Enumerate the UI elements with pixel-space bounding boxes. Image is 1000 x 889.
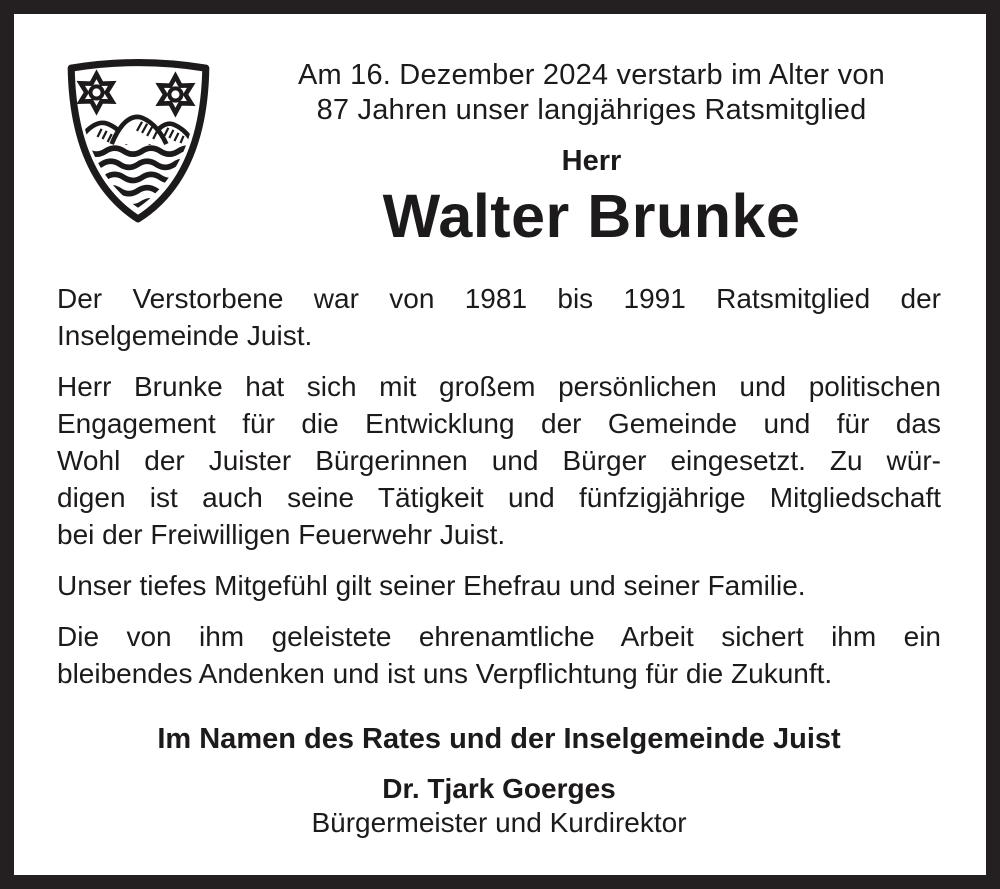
paragraph xyxy=(57,567,941,604)
paragraph-line: Unser tiefes Mitgefühl gilt seiner Ehefrau und seiner Familie. xyxy=(57,570,806,601)
paragraph-line: Die von ihm geleistete ehrenamtliche Arbeit sichert ihm ein xyxy=(57,621,941,652)
paragraph-line: Engagement für die Entwicklung der Gemeinde und für das xyxy=(57,408,941,439)
paragraph-line: bleibendes Andenken und ist uns Verpflichtung für die Zukunft. xyxy=(57,658,833,689)
salutation: Herr xyxy=(561,145,622,177)
body-paragraphs xyxy=(57,280,941,692)
signer-title: Bürgermeister und Kurdirektor xyxy=(311,807,687,838)
paragraph xyxy=(57,280,941,354)
paragraph-line: Herr Brunke hat sich mit großem persönlichen und politischen xyxy=(57,371,941,402)
signature-organization: Im Namen des Rates und der Inselgemeinde Juist xyxy=(157,723,841,755)
intro-line-2: 87 Jahren unser langjähriges Ratsmitglied xyxy=(316,94,867,126)
paragraph xyxy=(57,618,941,692)
coat-of-arms-shield-icon xyxy=(61,54,216,224)
signer-name: Dr. Tjark Goerges xyxy=(382,773,616,804)
paragraph-line: Der Verstorbene war von 1981 bis 1991 Ratsmitglied der xyxy=(57,283,941,314)
paragraph-line: Inselgemeinde Juist. xyxy=(57,320,313,351)
paragraph-line: Wohl der Juister Bürgerinnen und Bürger eingesetzt. Zu wür- xyxy=(57,445,941,476)
intro-text xyxy=(242,58,941,128)
intro-line-1: Am 16. Dezember 2024 verstarb im Alter von xyxy=(297,59,886,91)
deceased-name: Walter Brunke xyxy=(382,182,801,250)
paragraph-line: digen ist auch seine Tätigkeit und fünfzigjährige Mitgliedschaft xyxy=(57,482,941,513)
paragraph xyxy=(57,368,941,553)
paragraph-line: bei der Freiwilligen Feuerwehr Juist. xyxy=(57,519,506,550)
